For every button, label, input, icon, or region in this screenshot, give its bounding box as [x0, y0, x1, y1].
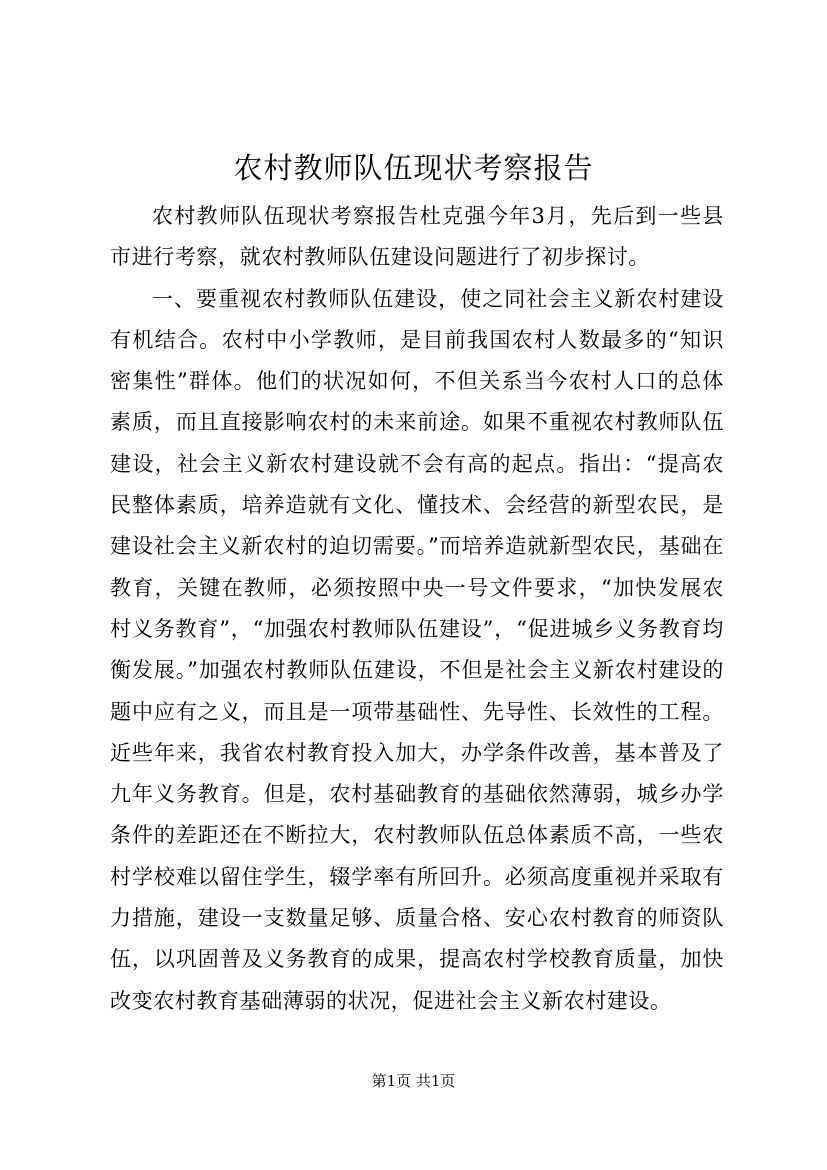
paragraph-intro: 农村教师队伍现状考察报告杜克强今年3月，先后到一些县市进行考察，就农村教师队伍建设问题进行了初步探讨。 [110, 204, 724, 270]
document-body [110, 196, 724, 1022]
document-title: 农村教师队伍现状考察报告 [233, 151, 594, 185]
paragraph-section-one: 一、要重视农村教师队伍建设，使之同社会主义新农村建设有机结合。农村中小学教师，是目前我国农村人数最多的“知识密集性”群体。他们的状况如何，不但关系当今农村人口的总体素质，而且直接影响农村的未来前途。如果不重视农村教师队伍建设，社会主义新农村建设就不会有高的起点。指出：“提高农民整体素质，培养造就有文化、懂技术、会经营的新型农民，是建设社会主义新农村的迫切需要。”而培养造就新型农民，基础在教育，关键在教师，必须按照中央一号文件要求，“加快发展农村义务教育”，“加强农村教师队伍建设”，“促进城乡义务教育均衡发展。”加强农村教师队伍建设，不但是社会主义新农村建设的题中应有之义，而且是一项带基础性、先导性、长效性的工程。近些年来，我省农村教育投入加大，办学条件改善，基本普及了九年义务教育。但是，农村基础教育的基础依然薄弱，城乡办学条件的差距还在不断拉大，农村教师队伍总体素质不高，一些农村学校难以留住学生，辍学率有所回升。必须高度重视并采取有力措施，建设一支数量足够、质量合格、安心农村教育的师资队伍，以巩固普及义务教育的成果，提高农村学校教育质量，加快改变农村教育基础薄弱的状况，促进社会主义新农村建设。 [110, 286, 724, 1013]
page-number-footer: 第1页 共1页 [371, 1072, 456, 1090]
